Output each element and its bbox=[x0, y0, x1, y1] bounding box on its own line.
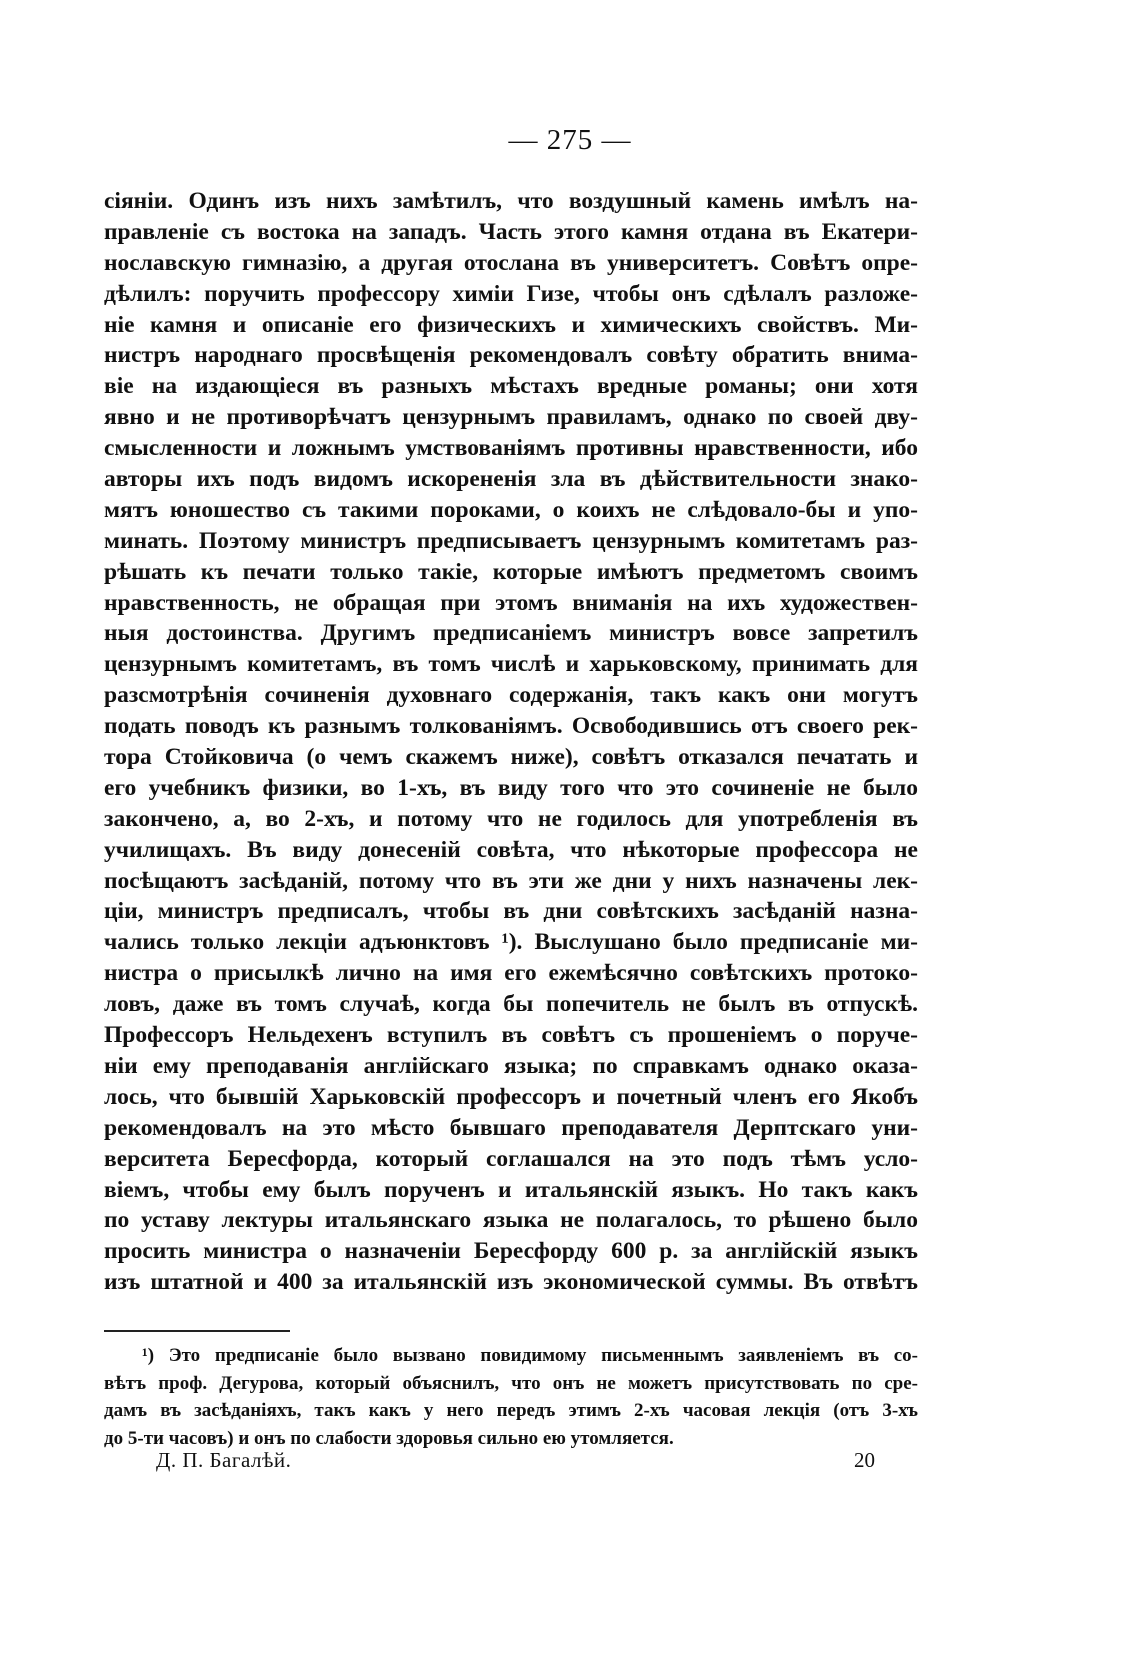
text-line: явно и не противорѣчатъ цензурнымъ правиламъ, однако по своей дву- bbox=[104, 404, 918, 431]
footnote bbox=[104, 1342, 918, 1452]
text-line: минать. Поэтому министръ предписываетъ цензурнымъ комитетамъ раз- bbox=[104, 527, 918, 554]
text-line: посѣщаютъ засѣданій, потому что въ эти же дни у нихъ назначены лек- bbox=[104, 867, 918, 894]
text-line: ныя достоинства. Другимъ предписаніемъ министръ вовсе запретилъ bbox=[104, 620, 918, 647]
text-line: нравственность, не обращая при этомъ вниманія на ихъ художествен- bbox=[104, 589, 918, 616]
text-line: ловъ, даже въ томъ случаѣ, когда бы попечитель не былъ въ отпускѣ. bbox=[104, 991, 918, 1018]
text-line: сіяніи. Одинъ изъ нихъ замѣтилъ, что воздушный камень имѣлъ на- bbox=[104, 188, 918, 214]
text-line: авторы ихъ подъ видомъ искорененія зла въ дѣйствительности знако- bbox=[104, 466, 918, 493]
text-line: изъ штатной и 400 за итальянскій изъ экономической суммы. Въ отвѣтъ bbox=[104, 1269, 918, 1296]
text-line: лось, что бывшій Харьковскій профессоръ и почетный членъ его Якобъ bbox=[104, 1083, 918, 1110]
text-line: мятъ юношество съ такими пороками, о коихъ не слѣдовало-бы и упо- bbox=[104, 496, 918, 523]
text-line: училищахъ. Въ виду донесеній совѣта, что нѣкоторые профессора не bbox=[104, 836, 918, 863]
page-number: — 275 — bbox=[508, 124, 632, 156]
text-line: тора Стойковича (о чемъ скажемъ ниже), совѣтъ отказался печатать и bbox=[104, 744, 918, 771]
text-line: разсмотрѣнія сочиненія духовнаго содержанія, такъ какъ они могутъ bbox=[104, 682, 918, 709]
text-line: нистра о присылкѣ лично на имя его ежемѣсячно совѣтскихъ протоко- bbox=[104, 960, 918, 987]
footnote-line: ¹) Это предписаніе было вызвано повидимому письменнымъ заявленіемъ въ со- bbox=[142, 1345, 918, 1366]
text-line: подать поводъ къ разнымъ толкованіямъ. Освободившись отъ своего рек- bbox=[104, 713, 918, 740]
text-line: віе на издающіеся въ разныхъ мѣстахъ вредные романы; они хотя bbox=[104, 373, 918, 400]
text-line: чались только лекціи адъюнктовъ ¹). Выслушано было предписаніе ми- bbox=[104, 929, 918, 956]
text-line: нистръ народнаго просвѣщенія рекомендовалъ совѣту обратить внима- bbox=[104, 342, 918, 369]
footnote-line: до 5-ти часовъ) и онъ по слабости здоровья сильно ею утомляется. bbox=[104, 1427, 674, 1449]
text-line: Профессоръ Нельдехенъ вступилъ въ совѣтъ съ прошеніемъ о поруче- bbox=[104, 1022, 918, 1049]
text-line: дѣлилъ: поручить профессору химіи Гизе, чтобы онъ сдѣлалъ разложе- bbox=[104, 280, 918, 307]
text-line: по уставу лектуры итальянскаго языка не полагалось, то рѣшено было bbox=[104, 1207, 918, 1234]
footnote-line: дамъ въ засѣданіяхъ, такъ какъ у него передъ этимъ 2-хъ часовая лекція (отъ 3-хъ bbox=[104, 1400, 918, 1421]
text-line: просить министра о назначеніи Бересфорду 600 р. за англійскій языкъ bbox=[104, 1238, 918, 1265]
text-line: ціи, министръ предписалъ, чтобы въ дни совѣтскихъ засѣданій назна- bbox=[104, 898, 918, 925]
text-line: нославскую гимназію, а другая отослана въ университетъ. Совѣтъ опре- bbox=[104, 249, 918, 276]
sheet-number: 20 bbox=[854, 1448, 875, 1472]
text-line: смысленности и ложнымъ умствованіямъ противны нравственности, ибо bbox=[104, 435, 918, 462]
text-line: закончено, а, во 2-хъ, и потому что не годилось для употребленія въ bbox=[104, 805, 918, 832]
main-text bbox=[104, 186, 918, 1298]
text-line: ніи ему преподаванія англійскаго языка; по справкамъ однако оказа- bbox=[104, 1052, 918, 1079]
text-line: ніе камня и описаніе его физическихъ и химическихъ свойствъ. Ми- bbox=[104, 311, 918, 338]
text-line: верситета Бересфорда, который соглашался на это подъ тѣмъ усло- bbox=[104, 1145, 918, 1172]
text-line: правленіе съ востока на западъ. Часть этого камня отдана въ Екатери- bbox=[104, 218, 918, 245]
footnote-line: вѣтъ проф. Дегурова, который объяснилъ, что онъ не можетъ присутствовать по сре- bbox=[104, 1372, 918, 1394]
text-line: рекомендовалъ на это мѣсто бывшаго преподавателя Дерптскаго уни- bbox=[104, 1114, 918, 1141]
footnote-divider bbox=[104, 1330, 290, 1332]
author-signature-mark: Д. П. Багалѣй. bbox=[156, 1448, 292, 1472]
text-line: его учебникъ физики, во 1-хъ, въ виду того что это сочиненіе не было bbox=[104, 774, 918, 801]
text-line: рѣшать къ печати только такіе, которые имѣютъ предметомъ своимъ bbox=[104, 558, 918, 585]
text-line: цензурнымъ комитетамъ, въ томъ числѣ и харьковскому, принимать для bbox=[104, 651, 918, 678]
text-line: віемъ, чтобы ему былъ порученъ и итальянскій языкъ. Но такъ какъ bbox=[104, 1176, 918, 1203]
